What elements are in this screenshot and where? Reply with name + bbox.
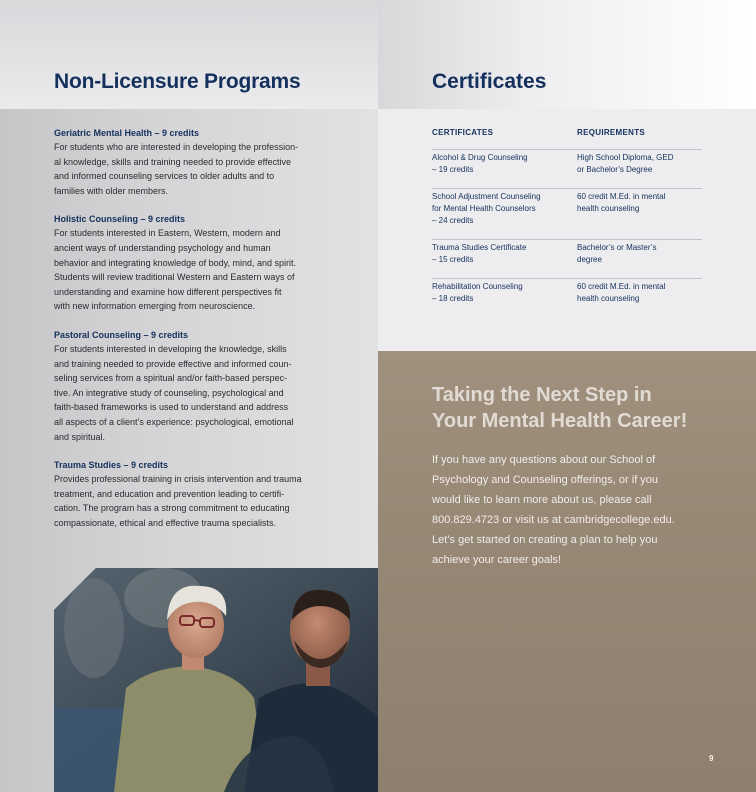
page-number: 9 [709, 754, 714, 763]
program-description [54, 472, 329, 530]
text-line: If you have any questions about our School of [432, 454, 656, 466]
text-line: 800.829.4723 or visit us at cambridgecollege.edu. [432, 514, 675, 526]
certificate-cell [432, 240, 577, 279]
text-line: and informed counseling services to older adults and to [54, 171, 275, 182]
program-title: Trauma Studies – 9 credits [54, 460, 169, 471]
group-counseling-photo [54, 568, 378, 792]
text-line: Provides professional training in crisis intervention and trauma [54, 474, 302, 485]
certificate-cell [432, 279, 577, 318]
requirement-cell [577, 240, 702, 279]
program-geriatric [54, 127, 329, 198]
table-row [432, 279, 702, 318]
cell-line: Trauma Studies Certificate [432, 243, 527, 252]
text-line: treatment, and education and prevention leading to certifi- [54, 488, 285, 499]
text-line: understanding and examine how different perspectives fit [54, 286, 282, 297]
text-line: cation. The program has a strong commitment to educating [54, 503, 290, 514]
program-description [54, 226, 329, 314]
cell-line: health counseling [577, 294, 640, 303]
program-title: Pastoral Counseling – 9 credits [54, 329, 189, 340]
text-line: with new information emerging from neuroscience. [54, 301, 256, 312]
cell-line: 60 credit M.Ed. in mental [577, 192, 666, 201]
cell-line: School Adjustment Counseling [432, 192, 541, 201]
text-line: all aspects of a client’s experience: psychological, emotional [54, 416, 294, 427]
column-header-requirements: REQUIREMENTS [577, 128, 702, 150]
text-line: behavior and integrating knowledge of body, mind, and spirit. [54, 257, 296, 268]
cell-line: Alcohol & Drug Counseling [432, 153, 528, 162]
text-line: families with older members. [54, 185, 169, 196]
text-line: and spiritual. [54, 431, 106, 442]
cell-line: Bachelor’s or Master’s [577, 243, 657, 252]
text-line: Psychology and Counseling offerings, or if you [432, 474, 659, 486]
requirement-cell [577, 279, 702, 318]
text-line: For students who are interested in developing the profession- [54, 142, 299, 152]
text-line: achieve your career goals! [432, 554, 562, 566]
cell-line: 60 credit M.Ed. in mental [577, 282, 666, 291]
certificates-table [432, 128, 702, 317]
certificate-cell [432, 150, 577, 189]
column-header-certificates: CERTIFICATES [432, 128, 577, 150]
table-header-row [432, 128, 702, 150]
program-description [54, 140, 329, 198]
text-line: tive. An integrative study of counseling, psychological and [54, 387, 284, 398]
text-line: would like to learn more about us, please call [432, 494, 652, 506]
cell-line: Rehabilitation Counseling [432, 282, 523, 291]
text-line: and training needed to provide effective and informed coun- [54, 358, 292, 369]
text-line: seling services from a spiritual and/or faith-based perspec- [54, 373, 288, 384]
cell-line: – 15 credits [432, 255, 474, 264]
certificate-cell [432, 189, 577, 240]
non-licensure-title: Non-Licensure Programs [54, 70, 301, 93]
table-row [432, 189, 702, 240]
text-line: For students interested in developing the knowledge, skills [54, 343, 287, 354]
program-description [54, 342, 329, 444]
program-holistic [54, 213, 329, 314]
text-line: al knowledge, skills and training needed to provide effective [54, 156, 291, 167]
next-step-heading [432, 382, 732, 434]
table-row [432, 240, 702, 279]
program-title: Geriatric Mental Health – 9 credits [54, 128, 200, 138]
text-line: For students interested in Eastern, Western, modern and [54, 228, 281, 239]
requirement-cell [577, 150, 702, 189]
cell-line: health counseling [577, 204, 640, 213]
photo-illustration [54, 568, 378, 792]
program-pastoral [54, 329, 329, 444]
text-line: ancient ways of understanding psychology and human [54, 242, 271, 253]
program-trauma [54, 459, 329, 530]
text-line: Students will review traditional Western and Eastern ways of [54, 272, 295, 283]
certificates-title: Certificates [432, 70, 547, 93]
cell-line: – 19 credits [432, 165, 474, 174]
cell-line: or Bachelor’s Degree [577, 165, 653, 174]
requirement-cell [577, 189, 702, 240]
text-line: compassionate, ethical and effective trauma specialists. [54, 517, 276, 528]
text-line: faith-based frameworks is used to understand and address [54, 402, 289, 413]
heading-line: Your Mental Health Career! [432, 410, 688, 432]
text-line: Let’s get started on creating a plan to help you [432, 534, 658, 546]
cell-line: for Mental Health Counselors [432, 204, 536, 213]
program-title: Holistic Counseling – 9 credits [54, 214, 186, 225]
cell-line: High School Diploma, GED [577, 153, 674, 162]
next-step-body [432, 450, 712, 570]
program-list [54, 127, 329, 545]
cell-line: degree [577, 255, 602, 264]
cell-line: – 18 credits [432, 294, 474, 303]
cell-line: – 24 credits [432, 216, 474, 225]
heading-line: Taking the Next Step in [432, 384, 652, 406]
table-row [432, 150, 702, 189]
